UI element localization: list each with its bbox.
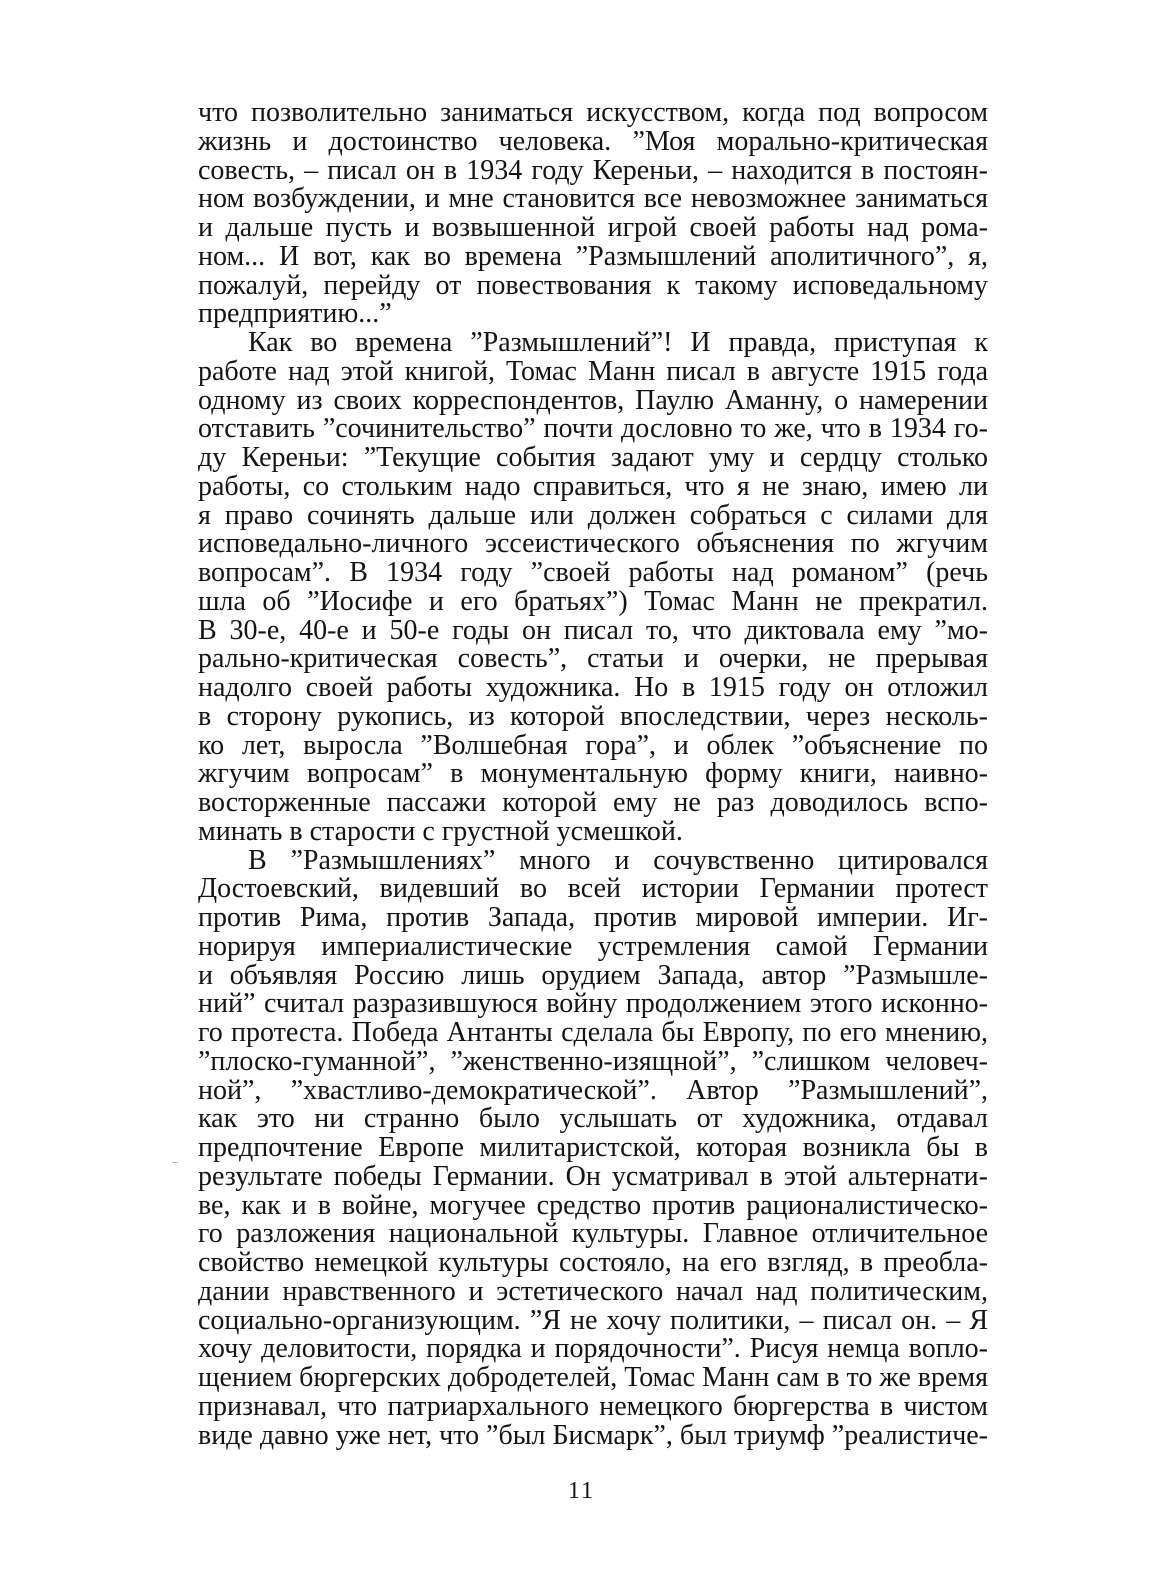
text-line: ний” считал разразившуюся войну продолжением этого исконно- [198,988,988,1020]
text-line: хочу деловитости, порядка и порядочности”. Рисуя немца вопло- [198,1333,988,1365]
text-line: Как во времена ”Размышлений”! И правда, приступая к [248,327,988,358]
text-line: ной”, ”хвастливо-демократической”. Автор ”Размышлений”, [198,1074,988,1106]
text-line: исповедально-личного эссеистического объяснения по жгучим [198,528,988,560]
text-line: ном возбуждении, и мне становится все невозможнее заниматься [198,183,988,215]
text-line: что позволительно заниматься искусством, когда под вопросом [198,97,988,128]
text-line: ном... И вот, как во времена ”Размышлений аполитичного”, я, [198,240,988,272]
body-text [198,99,988,1450]
text-line: работы, со стольким надо справиться, что я не знаю, имею ли [198,470,988,502]
text-line: рально-критическая совесть”, статьи и очерки, не прерывая [198,643,988,675]
text-line: совесть, – писал он в 1934 году Кереньи, – находится в постоян- [198,154,988,186]
text-line: социально-организующим. ”Я не хочу политики, – писал он. – Я [198,1304,988,1336]
text-line: норируя империалистические устремления самой Германии [198,930,988,962]
text-line: дании нравственного и эстетического начал над политическим, [198,1275,988,1307]
text-line: работе над этой книгой, Томас Манн писал в августе 1915 года [198,355,988,387]
text-line: го протеста. Победа Антанты сделала бы Европу, по его мнению, [198,1017,988,1048]
text-line: минать в старости с грустной усмешкой. [198,815,683,847]
text-line: жизнь и достоинство человека. ”Моя морально-критическая [198,125,988,157]
page-number: 11 [567,1478,596,1504]
text-line: го разложения национальной культуры. Главное отличительное [198,1218,988,1250]
text-line: и объявляя Россию лишь орудием Запада, автор ”Размышле- [198,959,988,991]
text-line: отставить ”сочинительство” почти дословно то же, что в 1934 го- [198,413,988,445]
text-line: надолго своей работы художника. Но в 1915 году он отложил [198,672,988,703]
text-line: ду Кереньи: ”Текущие события задают уму и сердцу столько [198,442,988,473]
text-line: ”плоско-гуманной”, ”женственно-изящной”, ”слишком человеч- [198,1045,988,1077]
text-line: Достоевский, видевший во всей истории Германии протест [198,873,988,905]
text-line: против Рима, против Запада, против мировой империи. Иг- [198,902,988,933]
text-line: ко лет, выросла ”Волшебная гора”, и облек ”объяснение по [198,729,988,761]
text-line: В ”Размышлениях” много и сочувственно цитировался [248,844,988,876]
text-line: предпочтение Европе милитаристской, которая возникла бы в [198,1132,988,1163]
text-line: в сторону рукопись, из которой впоследствии, через несколь- [198,700,988,732]
text-line: В 30-е, 40-е и 50-е годы он писал то, что диктовала ему ”мо- [198,614,988,646]
text-line: свойство немецкой культуры состояло, на его взгляд, в преобла- [198,1247,988,1278]
scan-artifact [172,1162,178,1163]
text-line: предприятию...” [198,298,392,330]
text-line: как это ни странно было услышать от художника, отдавал [198,1103,988,1135]
text-line: признавал, что патриархального немецкого бюргерства в чистом [198,1390,988,1422]
text-line: виде давно уже нет, что ”был Бисмарк”, был триумф ”реалистиче- [198,1419,988,1451]
text-line: результате победы Германии. Он усматривал в этой альтернати- [198,1160,988,1192]
text-line: вопросам”. В 1934 году ”своей работы над романом” (речь [198,557,988,588]
text-line: и дальше пусть и возвышенной игрой своей работы над рома- [198,212,988,243]
text-line: одному из своих корреспондентов, Паулю Аманну, о намерении [198,384,988,416]
text-line: восторженные пассажи которой ему не раз доводилось вспо- [198,787,988,818]
text-line: я право сочинять дальше или должен собраться с силами для [198,499,988,531]
text-line: ве, как и в войне, могучее средство против рационалистическо- [198,1189,988,1221]
text-line: пожалуй, перейду от повествования к такому исповедальному [198,269,988,301]
text-line: жгучим вопросам” в монументальную форму книги, наивно- [198,758,988,790]
text-line: щением бюргерских добродетелей, Томас Манн сам в то же время [198,1362,988,1393]
text-line: шла об ”Иосифе и его братьях”) Томас Манн не прекратил. [198,585,988,617]
